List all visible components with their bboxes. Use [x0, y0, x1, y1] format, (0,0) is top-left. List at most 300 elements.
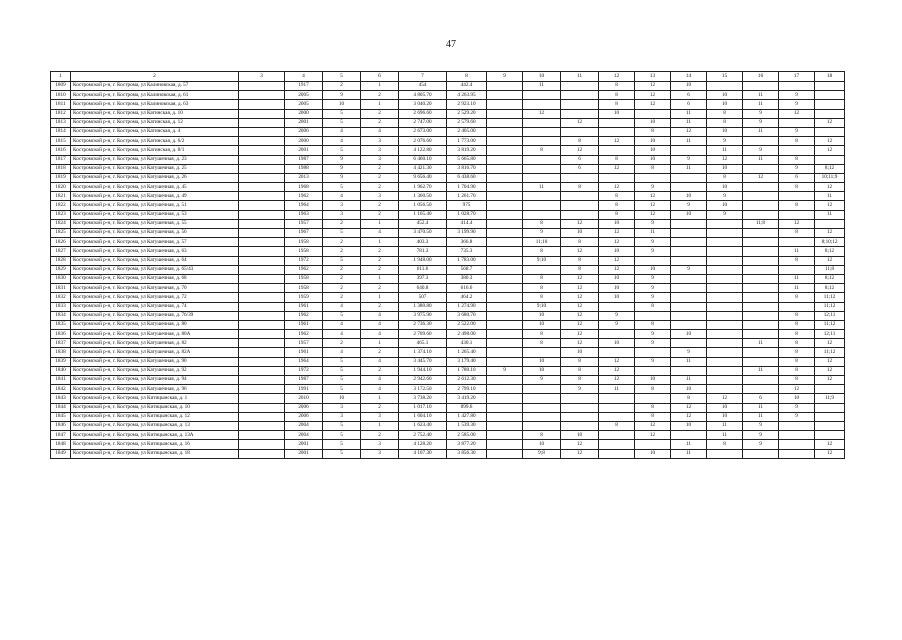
table-row: [51, 82, 845, 91]
table-cell: 403.3: [399, 238, 447, 247]
table-cell: 8: [635, 320, 671, 329]
table-cell: [523, 173, 561, 182]
table-cell: 12: [815, 440, 845, 449]
table-cell: 9: [707, 192, 743, 201]
table-cell: [599, 173, 635, 182]
table-cell: [707, 265, 743, 274]
row-number-cell: 1838: [51, 348, 71, 357]
table-cell: 5: [323, 118, 361, 127]
table-cell: 10;11;9: [815, 173, 845, 182]
table-cell: [599, 127, 635, 136]
address-cell: Костромской р-н, г. Кострома, ул Катушечная, д. 82: [71, 339, 239, 348]
table-cell: [523, 192, 561, 201]
column-number: 10: [523, 72, 561, 82]
table-cell: 1962: [285, 330, 323, 339]
table-row: [51, 247, 845, 256]
row-number-cell: 1835: [51, 320, 71, 329]
table-cell: [239, 293, 285, 302]
table-cell: 2: [361, 118, 399, 127]
address-cell: Костромской р-н, г. Кострома, ул Китицынская, д. 18: [71, 449, 239, 458]
row-number-cell: 1837: [51, 339, 71, 348]
table-cell: 8: [779, 201, 815, 210]
table-row: [51, 348, 845, 357]
table-cell: 735.3: [447, 247, 487, 256]
table-cell: 2 673.00: [399, 127, 447, 136]
table-cell: [239, 192, 285, 201]
table-cell: 2: [323, 82, 361, 91]
table-row: [51, 403, 845, 412]
table-cell: 9: [635, 247, 671, 256]
table-cell: 442.4: [447, 82, 487, 91]
table-cell: [487, 201, 523, 210]
table-cell: 8: [523, 274, 561, 283]
table-cell: 12: [599, 137, 635, 146]
table-cell: 11: [743, 100, 779, 109]
table-row: [51, 219, 845, 228]
table-cell: 2 709.60: [399, 330, 447, 339]
table-cell: 1958: [285, 274, 323, 283]
row-number-cell: 1847: [51, 431, 71, 440]
table-cell: [523, 421, 561, 430]
table-cell: [635, 311, 671, 320]
column-number: 6: [361, 72, 399, 82]
table-cell: 8: [779, 137, 815, 146]
table-cell: 9: [743, 146, 779, 155]
table-row: [51, 91, 845, 100]
table-cell: [487, 412, 523, 421]
table-cell: [239, 357, 285, 366]
address-cell: Костромской р-н, г. Кострома, ул Китицынская, д. 12: [71, 412, 239, 421]
table-cell: 568.7: [447, 265, 487, 274]
table-cell: 781.3: [399, 247, 447, 256]
table-cell: 8: [779, 229, 815, 238]
table-cell: [671, 219, 707, 228]
table-cell: 3: [361, 146, 399, 155]
table-cell: 11: [779, 247, 815, 256]
table-cell: 1 165.40: [399, 210, 447, 219]
table-cell: [239, 311, 285, 320]
row-number-cell: 1828: [51, 256, 71, 265]
table-cell: [561, 412, 599, 421]
table-cell: 10: [323, 100, 361, 109]
table-cell: 4 122.80: [399, 146, 447, 155]
table-cell: 11;12: [815, 348, 845, 357]
table-cell: 8;10;12: [815, 238, 845, 247]
table-cell: 3: [361, 137, 399, 146]
table-cell: [239, 82, 285, 91]
table-cell: 8: [779, 366, 815, 375]
address-cell: Костромской р-н, г. Кострома, ул Калиновская, д. 63: [71, 100, 239, 109]
table-cell: 8;12: [815, 284, 845, 293]
row-number-cell: 1833: [51, 302, 71, 311]
table-cell: 11: [599, 385, 635, 394]
table-cell: 12: [599, 229, 635, 238]
table-cell: 975: [447, 201, 487, 210]
table-row: [51, 357, 845, 366]
table-row: [51, 449, 845, 458]
table-cell: 4: [361, 311, 399, 320]
table-cell: [743, 183, 779, 192]
table-cell: 12: [561, 440, 599, 449]
table-row: [51, 146, 845, 155]
table-cell: [239, 229, 285, 238]
table-cell: 1: [361, 238, 399, 247]
table-cell: [671, 284, 707, 293]
table-cell: [487, 146, 523, 155]
table-cell: 1 539.30: [447, 421, 487, 430]
table-cell: 10: [323, 394, 361, 403]
table-row: [51, 394, 845, 403]
table-cell: 5: [323, 357, 361, 366]
table-cell: [671, 146, 707, 155]
page-number: 47: [446, 39, 456, 50]
row-number-cell: 1813: [51, 118, 71, 127]
table-cell: [523, 265, 561, 274]
table-cell: [707, 247, 743, 256]
table-cell: 1 944.10: [399, 366, 447, 375]
table-cell: [239, 219, 285, 228]
table-cell: 12: [561, 146, 599, 155]
table-cell: 2 747.00: [399, 118, 447, 127]
table-cell: 1: [361, 100, 399, 109]
table-cell: [487, 265, 523, 274]
table-cell: [487, 449, 523, 458]
table-cell: 1 056.50: [399, 201, 447, 210]
table-cell: 4: [361, 127, 399, 136]
row-number-cell: 1840: [51, 366, 71, 375]
table-cell: 1962: [285, 192, 323, 201]
table-cell: 1957: [285, 219, 323, 228]
table-cell: 10: [561, 431, 599, 440]
table-cell: 8: [779, 293, 815, 302]
table-cell: 12: [635, 421, 671, 430]
table-cell: 1: [361, 82, 399, 91]
column-number: 8: [447, 72, 487, 82]
table-cell: 1961: [285, 320, 323, 329]
housing-register-table: [50, 71, 845, 459]
table-cell: 11;8: [743, 219, 779, 228]
table-cell: [743, 293, 779, 302]
table-cell: [815, 431, 845, 440]
row-number-cell: 1821: [51, 192, 71, 201]
table-cell: 10: [523, 440, 561, 449]
table-cell: 3 040.20: [399, 100, 447, 109]
table-cell: 2 799.10: [447, 385, 487, 394]
table-cell: 1 265.40: [447, 348, 487, 357]
table-cell: [523, 403, 561, 412]
table-cell: [707, 238, 743, 247]
table-cell: 2: [323, 247, 361, 256]
table-cell: 2: [361, 183, 399, 192]
row-number-cell: 1818: [51, 164, 71, 173]
table-cell: [239, 376, 285, 385]
table-cell: 8: [779, 330, 815, 339]
table-cell: [707, 339, 743, 348]
column-number: 5: [323, 72, 361, 82]
table-cell: [707, 348, 743, 357]
table-row: [51, 100, 845, 109]
table-cell: 12: [815, 201, 845, 210]
column-number: 14: [671, 72, 707, 82]
table-cell: 1964: [285, 201, 323, 210]
table-cell: 9: [323, 91, 361, 100]
table-cell: [487, 173, 523, 182]
address-cell: Костромской р-н, г. Кострома, ул Катушечная, д. 51: [71, 201, 239, 210]
table-cell: 10: [599, 339, 635, 348]
table-cell: 12: [671, 127, 707, 136]
table-cell: 4 805.70: [399, 91, 447, 100]
table-cell: [487, 256, 523, 265]
table-cell: 9: [635, 183, 671, 192]
table-cell: 12: [635, 82, 671, 91]
table-cell: [239, 256, 285, 265]
table-cell: [239, 431, 285, 440]
table-cell: [487, 403, 523, 412]
table-cell: [671, 247, 707, 256]
table-cell: [239, 348, 285, 357]
row-number-cell: 1846: [51, 421, 71, 430]
table-cell: 8: [523, 339, 561, 348]
table-cell: 10: [635, 449, 671, 458]
table-cell: 2: [361, 366, 399, 375]
table-cell: 9: [635, 357, 671, 366]
table-cell: [239, 412, 285, 421]
table-cell: 9: [743, 118, 779, 127]
table-cell: 10: [523, 366, 561, 375]
address-cell: Костромской р-н, г. Кострома, ул Катушечная, д. 55: [71, 219, 239, 228]
table-cell: 9: [671, 348, 707, 357]
table-cell: 3 680.70: [447, 311, 487, 320]
table-cell: [239, 210, 285, 219]
table-cell: [743, 348, 779, 357]
table-cell: [487, 348, 523, 357]
table-row: [51, 192, 845, 201]
table-row: [51, 385, 845, 394]
table-cell: [779, 238, 815, 247]
table-cell: 12: [815, 357, 845, 366]
table-cell: 2: [361, 302, 399, 311]
table-cell: [707, 376, 743, 385]
table-cell: 8: [523, 247, 561, 256]
table-cell: 4 263.95: [447, 91, 487, 100]
table-cell: 12: [815, 256, 845, 265]
table-cell: 10: [671, 330, 707, 339]
table-cell: 2 498.00: [447, 330, 487, 339]
table-cell: 3 816.70: [447, 164, 487, 173]
address-cell: Костромской р-н, г. Кострома, ул Катушечная, д. 63: [71, 247, 239, 256]
table-cell: 8: [779, 357, 815, 366]
table-row: [51, 229, 845, 238]
table-cell: [671, 238, 707, 247]
table-cell: 11: [671, 118, 707, 127]
table-cell: 12: [523, 109, 561, 118]
address-cell: Костромской р-н, г. Кострома, ул Катушечная, д. 96: [71, 385, 239, 394]
table-cell: [239, 440, 285, 449]
address-cell: Костромской р-н, г. Кострома, ул Катушечная, д. 49: [71, 192, 239, 201]
table-cell: 507: [399, 293, 447, 302]
table-cell: [599, 440, 635, 449]
table-cell: 9: [743, 109, 779, 118]
table-cell: [815, 421, 845, 430]
table-cell: 10: [523, 320, 561, 329]
row-number-cell: 1822: [51, 201, 71, 210]
address-cell: Костромской р-н, г. Кострома, ул Катушечная, д. 94: [71, 376, 239, 385]
table-cell: 8: [779, 155, 815, 164]
table-cell: 4 421.30: [399, 164, 447, 173]
table-cell: [707, 366, 743, 375]
table-cell: [815, 109, 845, 118]
table-row: [51, 366, 845, 375]
table-cell: 9: [779, 127, 815, 136]
row-number-cell: 1820: [51, 183, 71, 192]
table-cell: [815, 385, 845, 394]
address-cell: Костромской р-н, г. Кострома, ул Катушечная, д. 53: [71, 210, 239, 219]
table-cell: 8: [671, 394, 707, 403]
table-cell: 3: [361, 412, 399, 421]
table-cell: 8: [635, 302, 671, 311]
table-cell: 2004: [285, 421, 323, 430]
table-cell: 12: [815, 449, 845, 458]
table-cell: [599, 403, 635, 412]
address-cell: Костромской р-н, г. Кострома, ул Катушечная, д. 90: [71, 357, 239, 366]
table-cell: 12: [561, 320, 599, 329]
table-cell: 2001: [285, 118, 323, 127]
table-cell: 12: [635, 431, 671, 440]
table-cell: [523, 164, 561, 173]
table-cell: 2001: [285, 440, 323, 449]
table-cell: 8: [779, 183, 815, 192]
address-cell: Костромской р-н, г. Кострома, ул Катушечная, д. 23: [71, 155, 239, 164]
table-cell: 2 405.00: [447, 127, 487, 136]
table-cell: 2: [361, 91, 399, 100]
table-cell: 10: [561, 348, 599, 357]
table-cell: [239, 339, 285, 348]
table-cell: [561, 82, 599, 91]
table-cell: 1 623.40: [399, 421, 447, 430]
table-cell: [523, 91, 561, 100]
table-cell: [635, 366, 671, 375]
table-cell: [779, 440, 815, 449]
table-cell: 2 076.60: [399, 137, 447, 146]
address-cell: Костромской р-н, г. Кострома, ул Катушечная, д. 72: [71, 293, 239, 302]
column-number: 13: [635, 72, 671, 82]
table-cell: 12: [561, 118, 599, 127]
table-cell: [671, 173, 707, 182]
table-cell: 4: [361, 385, 399, 394]
table-cell: 10: [671, 192, 707, 201]
table-cell: 8: [635, 385, 671, 394]
table-cell: 8: [523, 431, 561, 440]
table-cell: 9: [523, 376, 561, 385]
table-cell: 8;12: [815, 247, 845, 256]
table-cell: [239, 421, 285, 430]
table-cell: 9: [779, 91, 815, 100]
table-cell: 11;10: [523, 238, 561, 247]
row-number-cell: 1849: [51, 449, 71, 458]
table-cell: 5: [323, 376, 361, 385]
table-cell: 452.4: [399, 219, 447, 228]
table-cell: 8: [707, 118, 743, 127]
table-cell: 12: [599, 357, 635, 366]
table-cell: 11: [671, 440, 707, 449]
row-number-cell: 1830: [51, 274, 71, 283]
table-cell: 9: [323, 164, 361, 173]
table-cell: [707, 284, 743, 293]
table-row: [51, 431, 845, 440]
table-cell: 1972: [285, 256, 323, 265]
table-cell: 2: [323, 219, 361, 228]
table-cell: [707, 302, 743, 311]
table-cell: 3: [361, 192, 399, 201]
table-cell: 10: [599, 219, 635, 228]
table-cell: [707, 293, 743, 302]
table-cell: 9: [323, 155, 361, 164]
address-cell: Костромской р-н, г. Кострома, ул Китицынская, д. 1: [71, 394, 239, 403]
address-cell: Костромской р-н, г. Кострома, ул Катинская, д. 4: [71, 127, 239, 136]
table-cell: 9: [561, 385, 599, 394]
table-cell: [487, 339, 523, 348]
table-cell: [779, 146, 815, 155]
table-cell: 11: [815, 192, 845, 201]
table-cell: 8: [523, 330, 561, 339]
table-cell: 11: [671, 109, 707, 118]
table-cell: 2001: [285, 449, 323, 458]
table-cell: [487, 431, 523, 440]
header-row: [51, 72, 845, 82]
table-cell: [743, 164, 779, 173]
address-cell: Костромской р-н, г. Кострома, ул Китицынская, д. 10: [71, 403, 239, 412]
table-cell: [743, 238, 779, 247]
table-cell: [707, 385, 743, 394]
table-row: [51, 376, 845, 385]
table-cell: 3: [323, 403, 361, 412]
table-cell: [239, 394, 285, 403]
table-cell: 12: [815, 339, 845, 348]
table-row: [51, 127, 845, 136]
table-cell: 12: [779, 219, 815, 228]
table-cell: 8: [599, 210, 635, 219]
table-cell: 8: [561, 238, 599, 247]
table-cell: 1: [361, 394, 399, 403]
table-cell: [487, 376, 523, 385]
table-cell: 2 579.60: [447, 118, 487, 127]
table-row: [51, 201, 845, 210]
row-number-cell: 1811: [51, 100, 71, 109]
table-cell: 5: [323, 385, 361, 394]
table-cell: 5: [323, 440, 361, 449]
column-number: 15: [707, 72, 743, 82]
table-row: [51, 284, 845, 293]
table-cell: [599, 348, 635, 357]
address-cell: Костромской р-н, г. Кострома, ул Катушечная, д. 68: [71, 274, 239, 283]
table-cell: 10: [523, 357, 561, 366]
table-cell: 3: [323, 210, 361, 219]
row-number-cell: 1829: [51, 265, 71, 274]
table-row: [51, 330, 845, 339]
table-cell: 1 773.00: [447, 137, 487, 146]
table-cell: 12: [599, 366, 635, 375]
table-cell: 616.6: [447, 284, 487, 293]
table-cell: 4: [323, 302, 361, 311]
table-cell: [707, 82, 743, 91]
table-cell: [779, 302, 815, 311]
column-number: 2: [71, 72, 239, 82]
table-cell: 9: [487, 366, 523, 375]
table-cell: 899.6: [447, 403, 487, 412]
row-number-cell: 1843: [51, 394, 71, 403]
table-cell: 11: [707, 431, 743, 440]
row-number-cell: 1812: [51, 109, 71, 118]
